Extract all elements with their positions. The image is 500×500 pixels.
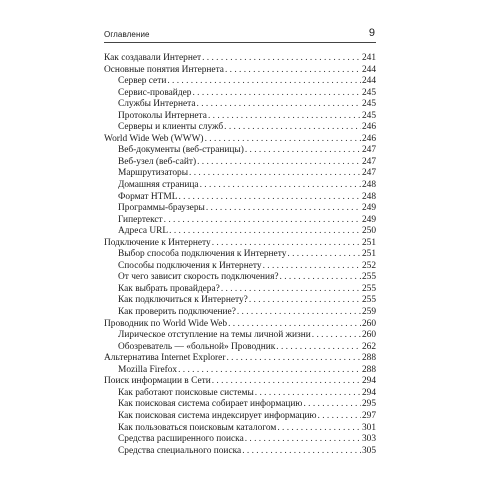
toc-section-entry	[104, 295, 376, 307]
dot-leader	[312, 330, 361, 342]
toc-entry-title: Сервис-провайдер	[118, 87, 192, 98]
dot-leader	[192, 88, 361, 100]
toc-entry-page-number: 301	[361, 422, 376, 433]
toc-entry-page-number: 249	[361, 203, 376, 214]
dot-leader	[277, 423, 361, 435]
toc-entry-page-number: 244	[361, 64, 376, 75]
toc-entry-page-number: 303	[361, 434, 376, 445]
dot-leader	[303, 399, 361, 411]
dot-leader	[202, 53, 361, 65]
dot-leader	[164, 215, 361, 227]
toc-entry-page-number: 247	[361, 145, 376, 156]
toc-entry-title: Веб-документы (веб-страницы)	[118, 145, 244, 156]
running-header-title: Оглавление	[104, 30, 150, 39]
toc-entry-page-number: 255	[361, 272, 376, 283]
toc-section-entry	[104, 88, 376, 100]
toc-entry-page-number: 295	[361, 399, 376, 410]
toc-entry-title: Обозреватель — «больной» Проводник	[118, 341, 276, 352]
dot-leader	[245, 145, 361, 157]
toc-entry-title: Проводник по World Wide Web	[104, 318, 228, 329]
toc-entry-page-number: 249	[361, 214, 376, 225]
toc-entry-title: Выбор способа подключения к Интернету	[118, 249, 287, 260]
toc-section-entry	[104, 122, 376, 134]
toc-section-entry	[104, 226, 376, 238]
toc-entry-page-number: 255	[361, 283, 376, 294]
toc-entry-page-number: 260	[361, 318, 376, 329]
dot-leader	[200, 180, 361, 192]
toc-section-entry	[104, 330, 376, 342]
toc-entry-title: От чего зависит скорость подключения?	[118, 272, 279, 283]
running-header	[104, 27, 376, 43]
dot-leader	[225, 65, 361, 77]
toc-entry-page-number: 288	[361, 353, 376, 364]
toc-entry-page-number: 294	[361, 387, 376, 398]
dot-leader	[205, 134, 361, 146]
toc-section-entry	[104, 423, 376, 435]
dot-leader	[263, 261, 361, 273]
dot-leader	[206, 203, 361, 215]
dot-leader	[221, 284, 361, 296]
dot-leader	[169, 226, 361, 238]
toc-entry-title: Программы-браузеры	[118, 203, 205, 214]
toc-chapter-entry	[104, 53, 376, 65]
toc-entry-title: Mozilla Firefox	[118, 364, 178, 375]
page-number: 9	[368, 27, 375, 39]
toc-section-entry	[104, 365, 376, 377]
toc-entry-page-number: 245	[361, 110, 376, 121]
toc-section-entry	[104, 76, 376, 88]
dot-leader	[197, 99, 361, 111]
toc-entry-title: Службы Интернета	[118, 99, 196, 110]
toc-section-entry	[104, 111, 376, 123]
dot-leader	[178, 192, 361, 204]
dot-leader	[208, 111, 361, 123]
toc-chapter-entry	[104, 376, 376, 388]
toc-entry-title: Как выбрать провайдера?	[118, 283, 220, 294]
toc-section-entry	[104, 249, 376, 261]
toc-entry-title: Как создавали Интернет	[104, 53, 202, 63]
toc-entry-title: Как поисковая система собирает информацию	[118, 399, 303, 410]
dot-leader	[212, 238, 361, 250]
toc-section-entry	[104, 342, 376, 354]
dot-leader	[255, 388, 361, 400]
toc-chapter-entry	[104, 65, 376, 77]
toc-entry-title: Основные понятия Интернета	[104, 64, 224, 75]
toc-entry-title: Как поисковая система индексирует информацию	[118, 410, 317, 421]
toc-entry-title: Серверы и клиенты служб	[118, 122, 224, 133]
dot-leader	[189, 168, 361, 180]
dot-leader	[249, 295, 361, 307]
dot-leader	[287, 249, 361, 261]
toc-section-entry	[104, 388, 376, 400]
toc-entry-title: Альтернатива Internet Explorer	[104, 353, 226, 364]
toc-entry-page-number: 245	[361, 87, 376, 98]
toc-section-entry	[104, 411, 376, 423]
toc-entry-page-number: 245	[361, 99, 376, 110]
toc-entry-title: Гипертекст	[118, 214, 163, 225]
table-of-contents	[104, 53, 376, 457]
toc-entry-title: Маршрутизаторы	[118, 168, 189, 179]
toc-section-entry	[104, 399, 376, 411]
toc-entry-title: Подключение к Интернету	[104, 237, 211, 248]
dot-leader	[178, 365, 361, 377]
toc-section-entry	[104, 434, 376, 446]
toc-entry-title: Поиск информации в Сети	[104, 376, 211, 387]
toc-entry-title: Адреса URL	[118, 226, 169, 237]
toc-entry-page-number: 255	[361, 295, 376, 306]
toc-entry-title: Способы подключения к Интернету	[118, 260, 262, 271]
toc-entry-title: Лирическое отступление на темы личной жизни	[118, 330, 311, 341]
toc-entry-title: Средства расширенного поиска	[118, 434, 244, 445]
toc-entry-page-number: 251	[361, 237, 376, 248]
toc-section-entry	[104, 99, 376, 111]
toc-chapter-entry	[104, 319, 376, 331]
toc-section-entry	[104, 307, 376, 319]
toc-entry-page-number: 251	[361, 249, 376, 260]
toc-section-entry	[104, 284, 376, 296]
toc-section-entry	[104, 180, 376, 192]
dot-leader	[237, 307, 361, 319]
toc-entry-page-number: 246	[361, 133, 376, 144]
toc-entry-page-number: 294	[361, 376, 376, 387]
toc-entry-page-number: 248	[361, 191, 376, 202]
toc-section-entry	[104, 145, 376, 157]
toc-section-entry	[104, 272, 376, 284]
toc-section-entry	[104, 203, 376, 215]
toc-entry-page-number: 244	[361, 76, 376, 87]
toc-entry-page-number: 297	[361, 410, 376, 421]
toc-section-entry	[104, 261, 376, 273]
toc-entry-page-number: 262	[361, 341, 376, 352]
dot-leader	[212, 376, 361, 388]
toc-entry-page-number: 241	[361, 53, 376, 63]
toc-entry-title: Протоколы Интернета	[118, 110, 207, 121]
toc-chapter-entry	[104, 353, 376, 365]
toc-section-entry	[104, 215, 376, 227]
toc-entry-title: Веб-узел (веб-сайт)	[118, 156, 197, 167]
toc-chapter-entry	[104, 238, 376, 250]
toc-entry-page-number: 252	[361, 260, 376, 271]
toc-entry-title: Как пользоваться поисковым каталогом	[118, 422, 277, 433]
dot-leader	[245, 434, 361, 446]
toc-entry-page-number: 248	[361, 180, 376, 191]
toc-entry-title: Сервер сети	[118, 76, 167, 87]
dot-leader	[280, 272, 361, 284]
dot-leader	[318, 411, 361, 423]
dot-leader	[167, 76, 361, 88]
dot-leader	[197, 157, 361, 169]
dot-leader	[224, 122, 361, 134]
toc-entry-page-number: 260	[361, 330, 376, 341]
toc-section-entry	[104, 157, 376, 169]
toc-entry-title: Средства специального поиска	[118, 445, 242, 456]
toc-entry-title: Как работают поисковые системы	[118, 387, 254, 398]
dot-leader	[226, 353, 360, 365]
toc-section-entry	[104, 192, 376, 204]
dot-leader	[276, 342, 361, 354]
toc-entry-title: Формат HTML	[118, 191, 178, 202]
toc-entry-page-number: 247	[361, 156, 376, 167]
dot-leader	[228, 319, 361, 331]
toc-entry-title: Как подключиться к Интернету?	[118, 295, 248, 306]
toc-entry-page-number: 247	[361, 168, 376, 179]
toc-entry-page-number: 305	[361, 445, 376, 456]
toc-entry-page-number: 259	[361, 307, 376, 318]
toc-entry-page-number: 288	[361, 364, 376, 375]
toc-entry-page-number: 250	[361, 226, 376, 237]
toc-entry-title: World Wide Web (WWW)	[104, 133, 204, 144]
toc-entry-title: Домашняя страница	[118, 180, 199, 191]
toc-chapter-entry	[104, 134, 376, 146]
toc-section-entry	[104, 168, 376, 180]
toc-section-entry	[104, 446, 376, 458]
toc-entry-page-number: 246	[361, 122, 376, 133]
dot-leader	[242, 446, 361, 458]
toc-entry-title: Как проверить подключение?	[118, 307, 236, 318]
